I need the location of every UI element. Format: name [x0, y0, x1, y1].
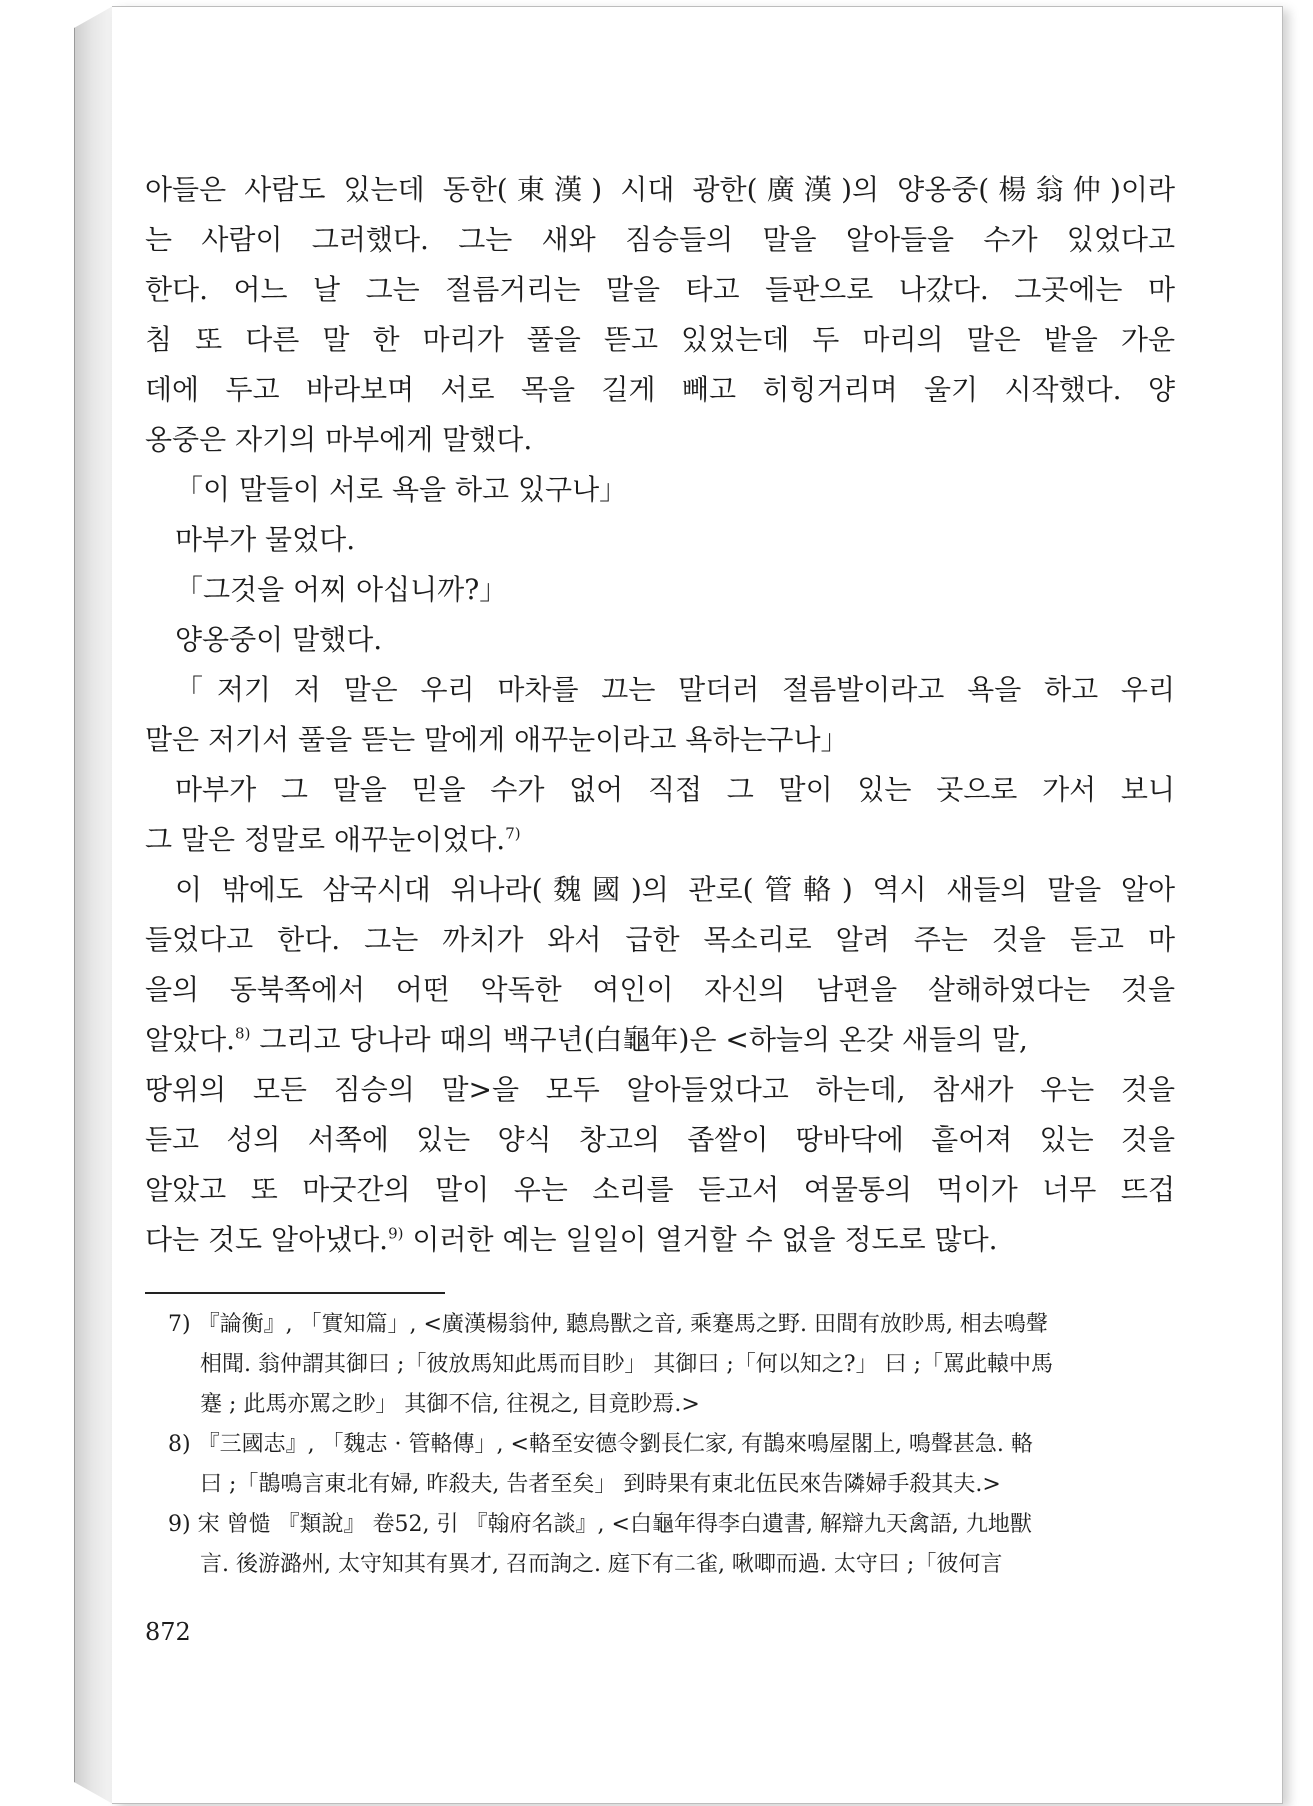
- dialogue-line: 「이 말들이 서로 욕을 하고 있구나」: [175, 473, 628, 506]
- dialogue-line: 「저기 저 말은 우리 마차를 끄는 말더러 절름발이라고 욕을 하고 우리: [175, 673, 1175, 706]
- body-line-text: 다는 것도 알아냈다.: [145, 1223, 389, 1256]
- footnote-divider: [145, 1292, 445, 1294]
- page-number: 872: [145, 1618, 191, 1646]
- footnote-ref-9: 9): [388, 1224, 404, 1243]
- dialogue-line: 말은 저기서 풀을 뜯는 말에게 애꾸눈이라고 욕하는구나」: [145, 723, 849, 756]
- footnote-ref-7: 7): [505, 824, 521, 843]
- body-line-with-note: [145, 1015, 1175, 1065]
- body-line-text: 그 말은 정말로 애꾸눈이었다.: [145, 823, 506, 856]
- body-line: 는 사람이 그러했다. 그는 새와 짐승들의 말을 알아들을 수가 있었다고: [145, 223, 1175, 256]
- body-line-text: 그리고 당나라 때의 백구년(白龜年)은 <하늘의 온갖 새들의 말,: [259, 1023, 1028, 1056]
- body-line: 마부가 물었다.: [175, 523, 356, 556]
- body-line: 을의 동북쪽에서 어떤 악독한 여인이 자신의 남편을 살해하였다는 것을: [145, 973, 1175, 1006]
- footnote-7-cont: 相聞. 翁仲謂其御曰 ;「彼放馬知此馬而目眇」 其御曰 ;「何以知之?」 曰 ;「罵此轅中馬: [200, 1352, 1053, 1377]
- book-edge: [74, 6, 113, 1804]
- body-line-text: 이러한 예는 일일이 열거할 수 없을 정도로 많다.: [412, 1223, 998, 1256]
- body-line: 들었다고 한다. 그는 까치가 와서 급한 목소리로 알려 주는 것을 듣고 마: [145, 923, 1175, 956]
- footnote-7-cont: 蹇 ; 此馬亦罵之眇」 其御不信, 往視之, 目竟眇焉.>: [200, 1392, 700, 1417]
- body-line: 이 밖에도 삼국시대 위나라(魏國)의 관로(管輅) 역시 새들의 말을 알아: [175, 873, 1175, 906]
- body-line-with-note: [145, 815, 1175, 865]
- body-line: 데에 두고 바라보며 서로 목을 길게 빼고 히힝거리며 울기 시작했다. 양: [145, 373, 1175, 406]
- body-line: 듣고 성의 서쪽에 있는 양식 창고의 좁쌀이 땅바닥에 흩어져 있는 것을: [145, 1123, 1175, 1156]
- footnote-ref-8: 8): [235, 1024, 251, 1043]
- footnote-9-cont: 言. 後游潞州, 太守知其有異才, 召而詢之. 庭下有二雀, 啾唧而過. 太守曰 ;「彼何言: [200, 1552, 1003, 1577]
- body-line: 알았고 또 마굿간의 말이 우는 소리를 듣고서 여물통의 먹이가 너무 뜨겁: [145, 1173, 1175, 1206]
- dialogue-line: 「그것을 어찌 아십니까?」: [175, 573, 508, 606]
- footnote-9: 9) 宋 曾慥 『類說』 卷52, 引 『翰府名談』, <白龜年得李白遺書, 解辯九天禽語, 九地獸: [168, 1512, 1032, 1537]
- body-line: 아들은 사람도 있는데 동한(東漢) 시대 광한(廣漢)의 양옹중(楊翁仲)이라: [145, 173, 1175, 206]
- body-line: 옹중은 자기의 마부에게 말했다.: [145, 423, 533, 456]
- footnote-8-cont: 曰 ;「鵲鳴言東北有婦, 昨殺夫, 告者至矣」 到時果有東北伍民來告隣婦手殺其夫.>: [200, 1472, 1001, 1497]
- body-line-with-note: [145, 1215, 1175, 1265]
- footnote-8: 8) 『三國志』, 「魏志 · 管輅傳」, <輅至安德令劉長仁家, 有鵲來鳴屋閣上, 鳴聲甚急. 輅: [168, 1432, 1033, 1457]
- body-line: 한다. 어느 날 그는 절름거리는 말을 타고 들판으로 나갔다. 그곳에는 마: [145, 273, 1175, 306]
- footnote-7: 7) 『論衡』, 「實知篇」, <廣漢楊翁仲, 聽鳥獸之音, 乘蹇馬之野. 田間有放眇馬, 相去鳴聲: [168, 1312, 1048, 1337]
- body-text: [145, 165, 1175, 1265]
- body-line: 양옹중이 말했다.: [175, 623, 383, 656]
- body-line: 침 또 다른 말 한 마리가 풀을 뜯고 있었는데 두 마리의 말은 밭을 가운: [145, 323, 1175, 356]
- body-line-text: 알았다.: [145, 1023, 236, 1056]
- body-line: 마부가 그 말을 믿을 수가 없어 직접 그 말이 있는 곳으로 가서 보니: [175, 773, 1175, 806]
- body-line: 땅위의 모든 짐승의 말>을 모두 알아들었다고 하는데, 참새가 우는 것을: [145, 1073, 1175, 1106]
- footnotes: [168, 1305, 1175, 1585]
